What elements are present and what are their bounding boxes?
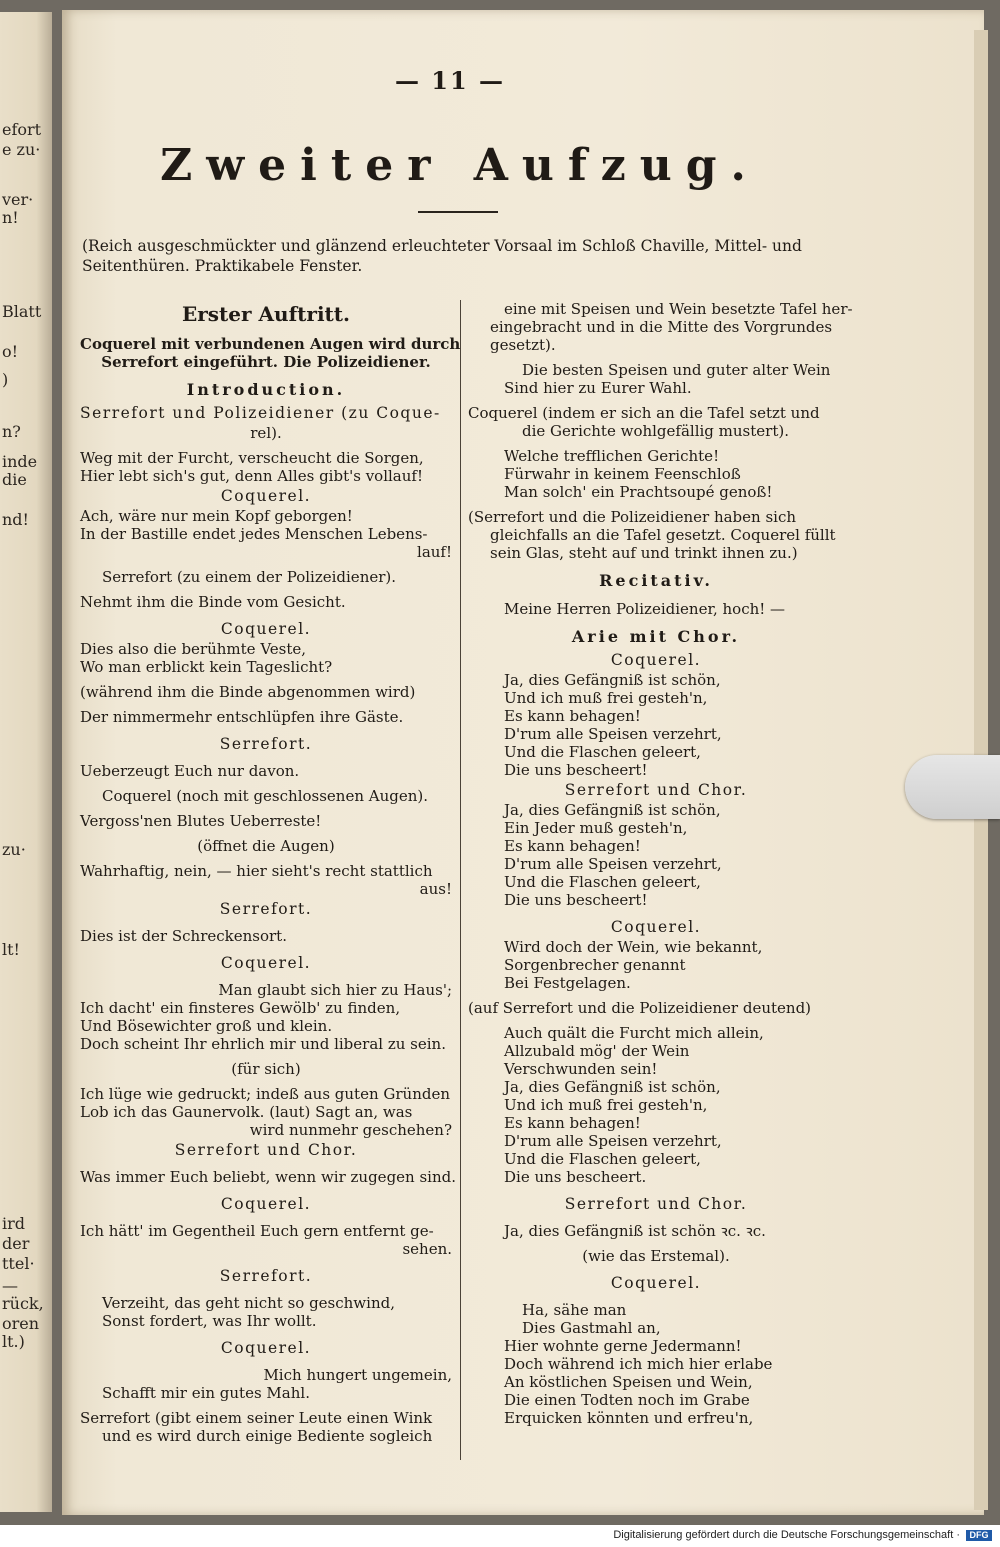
text-line: Wird doch der Wein, wie bekannt,	[504, 938, 763, 956]
facing-page-fragment: lt.)	[2, 1332, 25, 1351]
text-line: Meine Herren Polizeidiener, hoch! —	[504, 600, 786, 618]
text-line: Doch während ich mich hier erlabe	[504, 1355, 773, 1373]
text-line: Es kann behagen!	[504, 1114, 641, 1132]
text-line: Was immer Euch beliebt, wenn wir zugegen sind.	[80, 1168, 456, 1186]
left-column	[80, 300, 461, 1445]
text-line: Dies also die berühmte Veste,	[80, 640, 307, 658]
text-line: Hier wohnte gerne Jedermann!	[504, 1337, 742, 1355]
facing-page-fragment: ttel·	[2, 1254, 35, 1273]
text-line: Es kann behagen!	[504, 707, 641, 725]
right-column	[468, 300, 853, 1427]
text-line: Ueberzeugt Euch nur davon.	[80, 762, 300, 780]
facing-page-fragment: )	[2, 370, 9, 389]
facing-page-fragment: die	[2, 470, 27, 489]
text-line: aus!	[419, 880, 452, 898]
text-line: Hier lebt sich's gut, denn Alles gibt's vollauf!	[80, 467, 423, 485]
text-line: Die uns bescheert.	[504, 1168, 647, 1186]
text-line: Wo man erblickt kein Tageslicht?	[80, 658, 333, 676]
text-line: Erquicken könnten und erfreu'n,	[504, 1409, 754, 1427]
text-line: Erster Auftritt.	[182, 302, 350, 326]
text-line: (für sich)	[231, 1060, 301, 1078]
text-line: Serrefort eingeführt. Die Polizeidiener.	[101, 353, 431, 371]
facing-page-fragment: oren	[2, 1314, 40, 1333]
text-line: wird nunmehr geschehen?	[249, 1121, 452, 1139]
text-line: Coquerel.	[610, 918, 702, 936]
text-line: Vergoss'nen Blutes Ueberreste!	[80, 812, 322, 830]
act-title: Zweiter Aufzug.	[160, 140, 760, 191]
text-line: Nehmt ihm die Binde vom Gesicht.	[80, 593, 346, 611]
facing-page-fragment: o!	[2, 342, 19, 361]
text-line: gesetzt).	[490, 336, 556, 354]
facing-page-fragment: zu·	[2, 840, 26, 859]
text-line: Coquerel.	[220, 620, 312, 638]
text-line: Coquerel mit verbundenen Augen wird durch	[80, 335, 461, 353]
text-line: Man solch' ein Prachtsoupé genoß!	[504, 483, 773, 501]
facing-page-fragment: e zu·	[2, 140, 41, 159]
text-line: Und Bösewichter groß und klein.	[80, 1017, 333, 1035]
text-line: eine mit Speisen und Wein besetzte Tafel her-	[504, 300, 853, 318]
text-line: Coquerel.	[610, 651, 702, 669]
text-line: Auch quält die Furcht mich allein,	[504, 1024, 764, 1042]
facing-page-fragment: rück,	[2, 1294, 44, 1313]
text-line: Und die Flaschen geleert,	[504, 873, 701, 891]
text-line: Ich lüge wie gedruckt; indeß aus guten Gründen	[80, 1085, 450, 1103]
facing-page-fragment: nd!	[2, 510, 29, 529]
facing-page-fragment: inde	[2, 452, 38, 471]
text-line: Coquerel.	[220, 954, 312, 972]
text-line: Coquerel (indem er sich an die Tafel setzt und	[468, 404, 820, 422]
footer-credit: Digitalisierung gefördert durch die Deutsche Forschungsgemeinschaft ·	[613, 1529, 960, 1541]
text-line: Bei Festgelagen.	[504, 974, 631, 992]
text-line: Ach, wäre nur mein Kopf geborgen!	[80, 507, 353, 525]
text-line: Verschwunden sein!	[504, 1060, 658, 1078]
text-line: eingebracht und in die Mitte des Vorgrundes	[490, 318, 833, 336]
text-line: Verzeiht, das geht nicht so geschwind,	[102, 1294, 395, 1312]
text-line: Die uns bescheert!	[504, 891, 648, 909]
text-line: und es wird durch einige Bediente sogleich	[102, 1427, 433, 1445]
facing-page-fragment: Blatt	[2, 302, 42, 321]
text-line: die Gerichte wohlgefällig mustert).	[522, 422, 789, 440]
text-line: Serrefort (zu einem der Polizeidiener).	[102, 568, 397, 586]
text-line: Coquerel.	[610, 1274, 702, 1292]
text-line: Welche trefflichen Gerichte!	[504, 447, 720, 465]
facing-page-fragment: efort	[2, 120, 42, 139]
text-line: Serrefort.	[219, 900, 313, 918]
text-line: Und die Flaschen geleert,	[504, 743, 701, 761]
text-line: Coquerel.	[220, 1195, 312, 1213]
text-line: Coquerel.	[220, 487, 312, 505]
facing-page-fragment: ver·	[2, 190, 34, 209]
facing-page-fragment: der	[2, 1234, 30, 1253]
title-rule	[418, 211, 498, 213]
column-divider	[460, 300, 461, 1460]
text-line: Serrefort und Chor.	[564, 1195, 748, 1213]
facing-page-fragment: n?	[2, 422, 21, 441]
text-line: Recitativ.	[599, 571, 713, 590]
text-line: lauf!	[417, 543, 452, 561]
text-line: Ich dacht' ein finsteres Gewölb' zu finden,	[80, 999, 401, 1017]
text-line: Sonst fordert, was Ihr wollt.	[102, 1312, 317, 1330]
text-line: Ja, dies Gefängniß ist schön ꝛc. ꝛc.	[504, 1222, 766, 1240]
text-line: sehen.	[402, 1240, 452, 1258]
text-line: Wahrhaftig, nein, — hier sieht's recht stattlich	[80, 862, 433, 880]
text-line: Weg mit der Furcht, verscheucht die Sorgen,	[80, 449, 424, 467]
facing-page-fragment: lt!	[2, 940, 20, 959]
bookmark-tab	[905, 755, 1000, 819]
dfg-logo: DFG	[966, 1530, 992, 1541]
text-line: Und ich muß frei gesteh'n,	[504, 689, 708, 707]
text-line: Ja, dies Gefängniß ist schön,	[504, 801, 721, 819]
text-line: (Serrefort und die Polizeidiener haben sich	[468, 508, 797, 526]
text-line: Ein Jeder muß gesteh'n,	[504, 819, 688, 837]
text-line: Doch scheint Ihr ehrlich mir und liberal zu sein.	[80, 1035, 446, 1053]
text-line: Die einen Todten noch im Grabe	[504, 1391, 750, 1409]
facing-page-fragment: ird	[2, 1214, 26, 1233]
facing-page-fragment: —	[2, 1276, 18, 1295]
text-line: Dies ist der Schreckensort.	[80, 927, 287, 945]
stage-direction-setting: (Reich ausgeschmückter und glänzend erleuchteter Vorsaal im Schloß Chaville, Mittel- und Seitenthüren. Praktikabele Fenster.	[82, 237, 802, 275]
text-line: D'rum alle Speisen verzehrt,	[504, 1132, 722, 1150]
text-line: D'rum alle Speisen verzehrt,	[504, 855, 722, 873]
text-line: Mich hungert ungemein,	[263, 1366, 452, 1384]
facing-page-edge	[0, 12, 52, 1512]
footer-bar	[0, 1525, 1000, 1547]
text-line: Arie mit Chor.	[571, 627, 741, 646]
text-line: Ha, sähe man	[522, 1301, 627, 1319]
text-line: Serrefort und Chor.	[174, 1141, 358, 1159]
text-line: In der Bastille endet jedes Menschen Lebens-	[80, 525, 428, 543]
text-line: Und die Flaschen geleert,	[504, 1150, 701, 1168]
text-line: Dies Gastmahl an,	[522, 1319, 661, 1337]
text-line: Fürwahr in keinem Feenschloß	[504, 465, 741, 483]
text-line: Serrefort und Chor.	[564, 781, 748, 799]
text-line: Allzubald mög' der Wein	[504, 1042, 690, 1060]
text-line: Und ich muß frei gesteh'n,	[504, 1096, 708, 1114]
text-line: Man glaubt sich hier zu Haus';	[218, 981, 452, 999]
text-line: (auf Serrefort und die Polizeidiener deutend)	[468, 999, 812, 1017]
text-line: Die besten Speisen und guter alter Wein	[522, 361, 831, 379]
text-line: gleichfalls an die Tafel gesetzt. Coquerel füllt	[490, 526, 836, 544]
text-line: Serrefort und Polizeidiener (zu Coque-	[80, 404, 441, 422]
facing-page-fragment: n!	[2, 208, 19, 227]
text-line: Ich hätt' im Gegentheil Euch gern entfernt ge-	[80, 1222, 434, 1240]
text-line: Ja, dies Gefängniß ist schön,	[504, 671, 721, 689]
text-line: Sorgenbrecher genannt	[504, 956, 686, 974]
text-line: D'rum alle Speisen verzehrt,	[504, 725, 722, 743]
text-line: Serrefort (gibt einem seiner Leute einen Wink	[80, 1409, 433, 1427]
text-line: Der nimmermehr entschlüpfen ihre Gäste.	[80, 708, 404, 726]
text-line: sein Glas, steht auf und trinkt ihnen zu.)	[490, 544, 798, 562]
text-line: Introduction.	[186, 380, 346, 399]
text-line: Serrefort.	[219, 1267, 313, 1285]
page-number: — 11 —	[394, 66, 506, 95]
text-line: An köstlichen Speisen und Wein,	[504, 1373, 753, 1391]
text-line: Coquerel.	[220, 1339, 312, 1357]
text-line: Die uns bescheert!	[504, 761, 648, 779]
text-line: Lob ich das Gaunervolk. (laut) Sagt an, was	[80, 1103, 413, 1121]
text-line: (während ihm die Binde abgenommen wird)	[80, 683, 416, 701]
text-line: (wie das Erstemal).	[582, 1247, 730, 1265]
text-line: Schafft mir ein gutes Mahl.	[102, 1384, 310, 1402]
text-line: Ja, dies Gefängniß ist schön,	[504, 1078, 721, 1096]
text-line: rel).	[250, 424, 282, 442]
text-line: (öffnet die Augen)	[197, 837, 335, 855]
text-line: Coquerel (noch mit geschlossenen Augen).	[102, 787, 429, 805]
text-line: Sind hier zu Eurer Wahl.	[504, 379, 692, 397]
text-line: Serrefort.	[219, 735, 313, 753]
text-line: Es kann behagen!	[504, 837, 641, 855]
